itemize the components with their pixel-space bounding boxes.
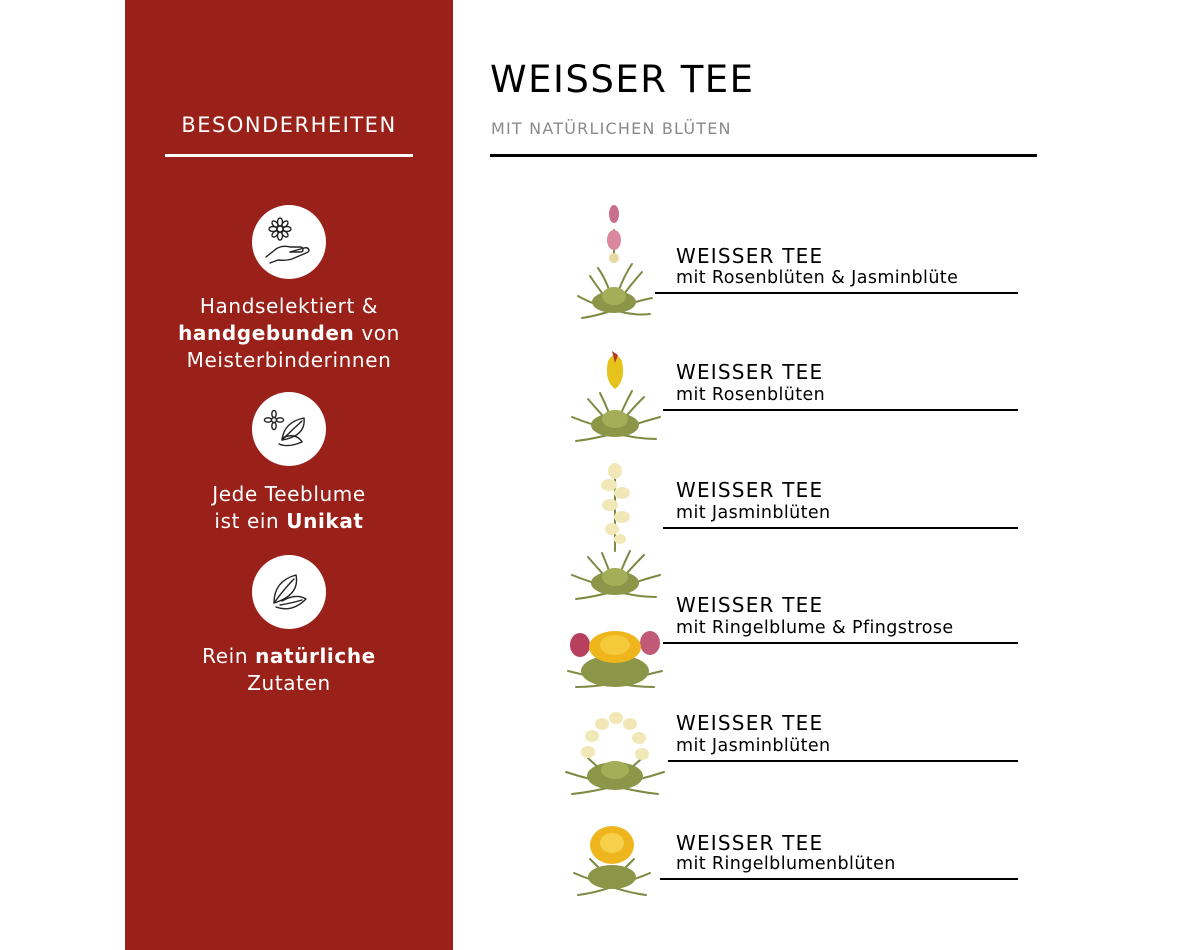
product-divider: [668, 760, 1018, 762]
tea-flower-jasmine-arch-image: [562, 710, 668, 798]
feature-unique-line2: [125, 508, 453, 535]
feature-unique-bold: Unikat: [286, 509, 364, 533]
hand-flower-icon: [252, 205, 326, 279]
features-sidebar: [125, 0, 453, 950]
product-item[interactable]: [560, 815, 1020, 935]
tea-flower-pink-rose-image: [572, 198, 657, 326]
page-subtitle: MIT NATÜRLICHEN BLÜTEN: [491, 119, 732, 138]
product-item[interactable]: [560, 593, 1020, 713]
sidebar-divider: [165, 154, 413, 157]
sidebar-title: BESONDERHEITEN: [181, 113, 397, 137]
product-description: mit Ringelblumenblüten: [676, 854, 896, 874]
product-name: WEISSER TEE: [676, 831, 824, 855]
feature-handmade-bold: handgebunden: [178, 321, 355, 345]
product-description: mit Ringelblume & Pfingstrose: [676, 618, 954, 638]
product-item[interactable]: [560, 461, 1020, 581]
product-description: mit Jasminblüten: [676, 736, 831, 756]
tea-flower-jasmine-image: [568, 461, 663, 606]
product-name: WEISSER TEE: [676, 360, 824, 384]
feature-natural-pre: Rein: [202, 644, 256, 668]
product-name: WEISSER TEE: [676, 244, 824, 268]
feature-natural-line2: Zutaten: [247, 671, 331, 695]
tea-flower-marigold-peony-image: [564, 621, 666, 691]
tea-flower-yellow-rose-image: [568, 343, 663, 448]
feature-handmade-post: von: [354, 321, 400, 345]
product-divider: [655, 292, 1018, 294]
product-description: mit Rosenblüten: [676, 385, 826, 405]
product-name: WEISSER TEE: [676, 593, 824, 617]
tea-flower-marigold-image: [570, 815, 655, 900]
product-divider: [663, 527, 1018, 529]
feature-handmade-text: [125, 293, 453, 374]
product-description: mit Rosenblüten & Jasminblüte: [676, 268, 959, 288]
feature-natural-line1: [125, 643, 453, 670]
feature-natural-text: [125, 643, 453, 697]
product-description: mit Jasminblüten: [676, 503, 831, 523]
product-name: WEISSER TEE: [676, 711, 824, 735]
feature-natural-bold: natürliche: [255, 644, 376, 668]
feature-handmade-line2: [125, 320, 453, 347]
feature-unique-pre: ist ein: [214, 509, 287, 533]
feature-unique-text: [125, 481, 453, 535]
product-item[interactable]: [560, 710, 1020, 830]
page-title: WEISSER TEE: [490, 58, 755, 101]
leaves-icon: [252, 555, 326, 629]
product-divider: [660, 878, 1018, 880]
flower-leaf-icon: [252, 392, 326, 466]
feature-handmade-line3: Meisterbinderinnen: [186, 348, 392, 372]
title-divider: [490, 154, 1037, 157]
feature-unique-line1: Jede Teeblume: [212, 482, 366, 506]
product-item[interactable]: [560, 198, 1020, 318]
product-item[interactable]: [560, 343, 1020, 463]
product-divider: [663, 642, 1018, 644]
product-divider: [663, 409, 1018, 411]
product-name: WEISSER TEE: [676, 478, 824, 502]
feature-handmade-line1: Handselektiert &: [199, 294, 379, 318]
